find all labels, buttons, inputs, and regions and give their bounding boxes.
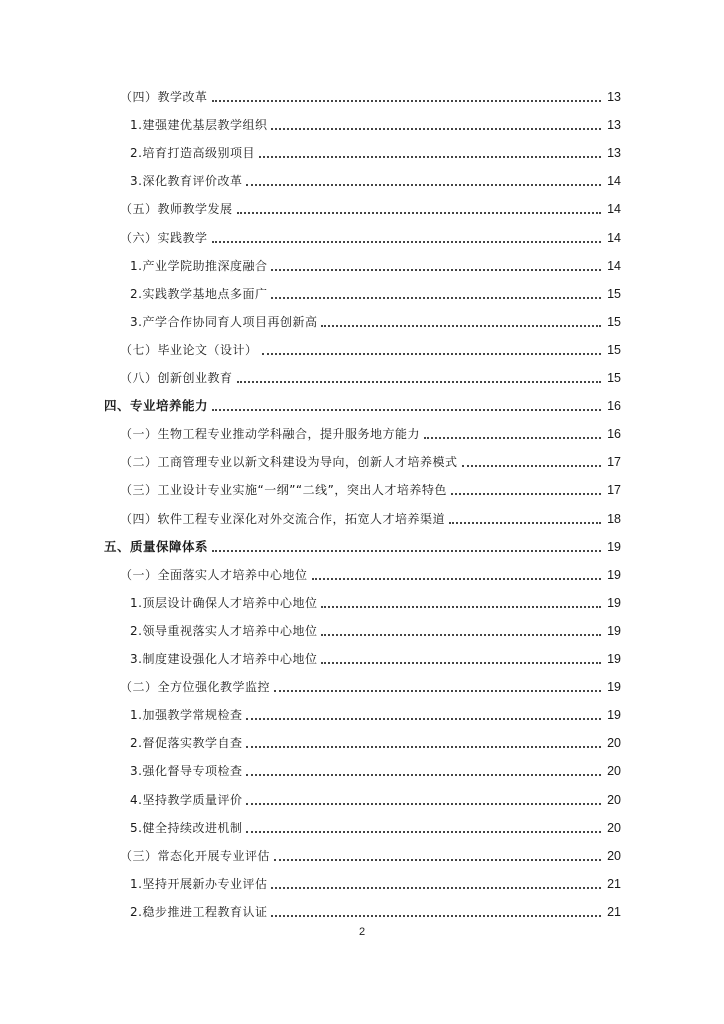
toc-entry[interactable] (130, 167, 621, 189)
toc-entry-title: 4.坚持教学质量评价 (130, 792, 243, 807)
toc-entry-page-number: 19 (607, 680, 621, 695)
toc-entry-page-number: 13 (607, 146, 621, 161)
toc-dot-leader (246, 718, 601, 720)
toc-entry-title: （四）教学改革 (120, 90, 208, 104)
toc-entry-page-number: 19 (607, 567, 621, 582)
toc-dot-leader (246, 803, 601, 805)
toc-entry-title: 五、质量保障体系 (104, 538, 209, 554)
toc-entry-title: 1.顶层设计确保人才培养中心地位 (130, 595, 318, 610)
toc-entry-page-number: 14 (607, 202, 621, 217)
toc-entry-page-number: 13 (607, 118, 621, 133)
toc-dot-leader (274, 859, 601, 861)
toc-entry[interactable] (120, 476, 621, 498)
toc-entry-title: （三）工业设计专业实施“一纲”“二线”，突出人才培养特色 (120, 483, 447, 498)
toc-entry-page-number: 19 (607, 595, 621, 610)
toc-entry-title: （二）全方位强化教学监控 (120, 680, 271, 695)
toc-dot-leader (321, 634, 601, 636)
toc-entry-title: 2.实践教学基地点多面广 (130, 286, 268, 301)
toc-entry-page-number: 20 (607, 736, 621, 751)
toc-entry[interactable] (130, 589, 621, 611)
toc-entry-page-number: 15 (607, 286, 621, 301)
toc-entry-page-number: 20 (607, 848, 621, 863)
toc-entry[interactable] (130, 139, 621, 161)
toc-entry[interactable] (120, 420, 621, 442)
toc-entry-page-number: 20 (607, 764, 621, 779)
toc-entry[interactable] (130, 814, 621, 836)
toc-entry-title: （四）软件工程专业深化对外交流合作，拓宽人才培养渠道 (120, 511, 446, 526)
toc-entry-page-number: 16 (607, 399, 621, 414)
toc-entry-page-number: 13 (607, 90, 621, 104)
toc-dot-leader (246, 831, 601, 833)
toc-entry[interactable] (120, 336, 621, 358)
toc-entry[interactable] (130, 701, 621, 723)
toc-entry-title: 3.强化督导专项检查 (130, 764, 243, 779)
toc-entry-page-number: 17 (607, 455, 621, 470)
toc-dot-leader (424, 437, 601, 439)
toc-entry-page-number: 19 (607, 623, 621, 638)
toc-entry-title: （七）毕业论文（设计） (120, 342, 258, 357)
toc-dot-leader (212, 100, 601, 102)
toc-entry-page-number: 14 (607, 174, 621, 189)
toc-entry[interactable] (120, 364, 621, 386)
toc-entry[interactable] (130, 729, 621, 751)
toc-entry-title: （一）生物工程专业推动学科融合，提升服务地方能力 (120, 427, 421, 442)
toc-entry-page-number: 21 (607, 876, 621, 891)
toc-entry-title: 3.产学合作协同育人项目再创新高 (130, 314, 318, 329)
toc-entry[interactable] (120, 83, 621, 105)
toc-entry-title: 四、专业培养能力 (104, 398, 209, 414)
toc-entry-title: 2.培育打造高级别项目 (130, 146, 255, 161)
toc-dot-leader (312, 578, 601, 580)
toc-dot-leader (449, 522, 601, 524)
toc-dot-leader (246, 184, 601, 186)
toc-entry[interactable] (130, 786, 621, 808)
toc-entry-page-number: 14 (607, 258, 621, 273)
toc-dot-leader (212, 241, 601, 243)
toc-dot-leader (262, 353, 601, 355)
page-number: 2 (358, 926, 366, 938)
toc-entry-page-number: 19 (607, 652, 621, 666)
toc-entry[interactable] (130, 308, 621, 330)
toc-dot-leader (237, 212, 601, 214)
toc-entry[interactable] (130, 757, 621, 779)
toc-entry-page-number: 20 (607, 820, 621, 835)
toc-dot-leader (271, 128, 601, 130)
toc-entry-title: 1.坚持开展新办专业评估 (130, 876, 268, 891)
toc-entry-page-number: 17 (607, 483, 621, 498)
toc-entry-page-number: 15 (607, 342, 621, 357)
toc-dot-leader (237, 381, 601, 383)
toc-entry[interactable] (130, 617, 621, 639)
toc-entry[interactable] (120, 505, 621, 527)
toc-entry[interactable] (120, 448, 621, 470)
toc-dot-leader (321, 325, 601, 327)
toc-dot-leader (271, 887, 601, 889)
toc-entry-title: （八）创新创业教育 (120, 371, 233, 385)
toc-entry-page-number: 19 (607, 539, 621, 554)
toc-entry-title: 2.领导重视落实人才培养中心地位 (130, 623, 318, 638)
toc-entry-title: 1.加强教学常规检查 (130, 708, 243, 723)
toc-entry-page-number: 15 (607, 314, 621, 329)
toc-entry[interactable] (130, 252, 621, 274)
toc-dot-leader (462, 465, 601, 467)
toc-entry[interactable] (120, 561, 621, 583)
toc-entry-page-number: 18 (607, 511, 621, 526)
toc-entry[interactable] (130, 870, 621, 892)
toc-dot-leader (271, 269, 601, 271)
toc-entry-page-number: 21 (607, 904, 621, 919)
toc-entry-title: 2.稳步推进工程教育认证 (130, 904, 268, 919)
toc-dot-leader (212, 409, 601, 411)
toc-entry[interactable] (130, 111, 621, 133)
toc-entry[interactable] (104, 392, 621, 414)
toc-entry-title: 5.健全持续改进机制 (130, 820, 243, 835)
toc-dot-leader (321, 662, 601, 664)
toc-entry[interactable] (120, 224, 621, 246)
toc-entry-title: 3.制度建设强化人才培养中心地位 (130, 652, 318, 666)
toc-entry-title: （五）教师教学发展 (120, 202, 233, 217)
toc-entry[interactable] (120, 842, 621, 864)
toc-entry-title: （二）工商管理专业以新文科建设为导向，创新人才培养模式 (120, 455, 458, 470)
toc-entry-title: （一）全面落实人才培养中心地位 (120, 567, 308, 582)
toc-entry-page-number: 19 (607, 708, 621, 723)
toc-dot-leader (451, 493, 601, 495)
toc-entry[interactable] (130, 645, 621, 667)
toc-entry-page-number: 20 (607, 792, 621, 807)
toc-entry-page-number: 16 (607, 427, 621, 442)
toc-dot-leader (212, 550, 601, 552)
toc-entry[interactable] (120, 195, 621, 217)
toc-entry-page-number: 14 (607, 230, 621, 245)
toc-dot-leader (271, 297, 601, 299)
toc-entry-page-number: 15 (607, 371, 621, 385)
toc-entry[interactable] (104, 533, 621, 555)
toc-entry-title: （六）实践教学 (120, 230, 208, 245)
toc-entry-title: （三）常态化开展专业评估 (120, 848, 271, 863)
toc-entry-title: 1.产业学院助推深度融合 (130, 258, 268, 273)
toc-entry[interactable] (120, 673, 621, 695)
toc-dot-leader (274, 690, 601, 692)
toc-dot-leader (246, 774, 601, 776)
toc-entry[interactable] (130, 898, 621, 920)
toc-dot-leader (259, 156, 601, 158)
toc-entry-title: 1.建强建优基层教学组织 (130, 118, 268, 133)
toc-dot-leader (321, 606, 601, 608)
toc-entry[interactable] (130, 280, 621, 302)
toc-entry-title: 2.督促落实教学自查 (130, 736, 243, 751)
toc-dot-leader (271, 915, 601, 917)
toc-entry-title: 3.深化教育评价改革 (130, 174, 243, 189)
toc-dot-leader (246, 746, 601, 748)
